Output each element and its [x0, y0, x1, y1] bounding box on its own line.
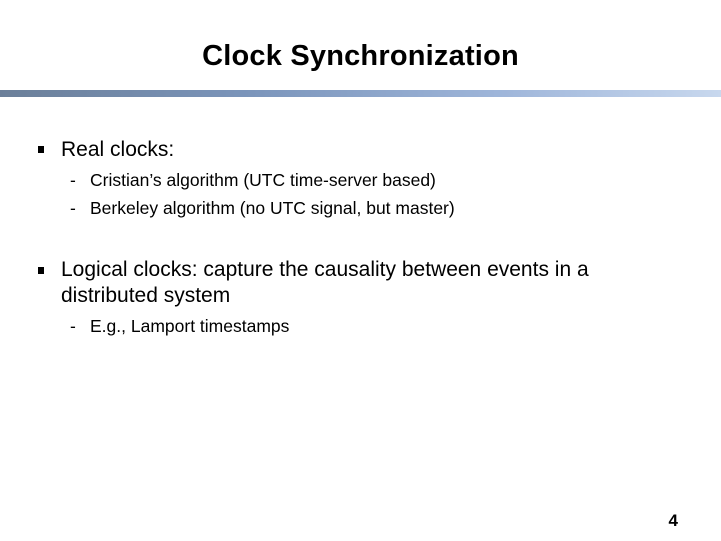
sub-bullet-lamport	[70, 315, 670, 337]
sub-bullet-text: E.g., Lamport timestamps	[90, 316, 290, 336]
sub-bullet-berkeley	[70, 197, 670, 219]
sub-bullet-dash: -	[70, 198, 76, 218]
sub-bullet-dash: -	[70, 170, 76, 190]
title-divider	[0, 90, 721, 97]
page-number: 4	[668, 511, 678, 530]
bullet-real-clocks: Real clocks:	[61, 138, 175, 161]
bullet-marker-1	[38, 146, 44, 153]
bullet-marker-2	[38, 267, 44, 274]
slide-title: Clock Synchronization	[202, 40, 519, 72]
sub-bullet-dash: -	[70, 316, 76, 336]
bullet-logical-clocks: Logical clocks: capture the causality between events in a distributed system	[61, 258, 589, 307]
sub-bullet-cristian	[70, 169, 670, 191]
sub-bullet-text: Cristian’s algorithm (UTC time-server based)	[90, 170, 436, 190]
sub-bullet-text: Berkeley algorithm (no UTC signal, but master)	[90, 198, 455, 218]
